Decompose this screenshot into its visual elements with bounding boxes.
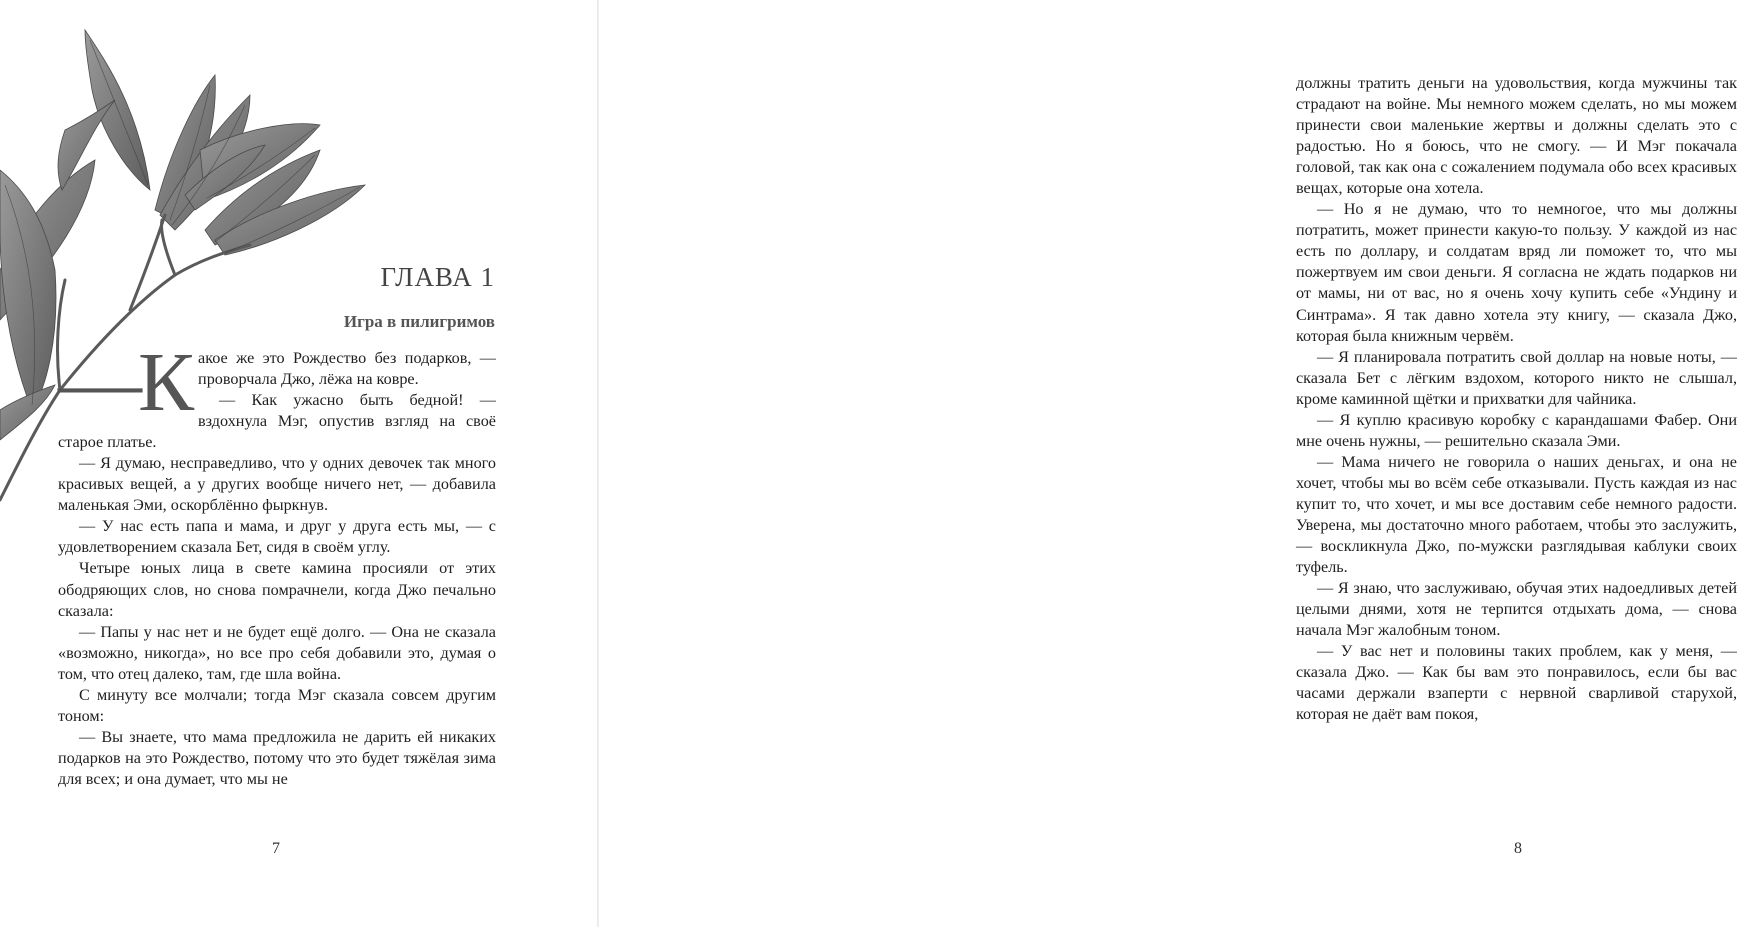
- chapter-title: ГЛАВА 1: [380, 262, 495, 292]
- paragraph: Четыре юных лица в свете камина просияли от этих ободряющих слов, но снова помрачнели, когда Джо печально сказала:: [58, 559, 496, 620]
- page-number-left: 7: [272, 840, 280, 857]
- paragraph: должны тратить деньги на удовольствия, когда мужчины так страдают на войне. Мы немного можем сделать, но мы можем принести свои маленькие жертвы и должны сделать это с радостью. Но я боюсь, что не смогу. — И Мэг покачала головой, так как она с сожалением подумала обо всех красивых вещах, которые она хотела.: [1296, 74, 1737, 198]
- page-number-right: 8: [1514, 840, 1522, 857]
- left-page: [0, 0, 597, 927]
- paragraph: — У нас есть папа и мама, и друг у друга есть мы, — с удовлетворением сказала Бет, сидя в своём углу.: [58, 517, 496, 557]
- chapter-subtitle: Игра в пилигримов: [343, 312, 495, 331]
- paragraph: — Мама ничего не говорила о наших деньгах, и она не хочет, чтобы мы во всём себе отказывали. Пусть каждая из нас купит то, что хочет, и мы все доставим себе немного радости. Уверена, мы достаточно много работаем, чтобы это заслужить, — воскликнула Джо, по-мужски разглядывая каблуки своих туфель.: [1296, 452, 1737, 577]
- paragraph: С минуту все молчали; тогда Мэг сказала совсем другим тоном:: [58, 685, 496, 725]
- paragraph: — Я куплю красивую коробку с карандашами Фабер. Они мне очень нужны, — решительно сказала Эми.: [1296, 410, 1737, 450]
- left-page-text: [58, 336, 496, 790]
- paragraph: — Я думаю, несправедливо, что у одних девочек так много красивых вещей, а у других вообще ничего нет, — добавила маленькая Эми, оскорблённо фыркнув.: [58, 454, 496, 515]
- paragraph: — Я знаю, что заслуживаю, обучая этих надоедливых детей целыми днями, хотя не терпится отдыхать дома, — снова начала Мэг жалобным тоном.: [1296, 579, 1737, 640]
- paragraph: — Но я не думаю, что то немногое, что мы должны потратить, может принести какую-то пользу. У каждой из нас есть по доллару, и солдатам вряд ли поможет то, что мы пожертвуем им свои деньги. Я согласна не ждать подарков ни от мамы, ни от вас, но я очень хочу купить себе «Ундину и Синтрама». Я так давно хотела эту книгу, — сказала Джо, которая была книжным червём.: [1296, 200, 1737, 345]
- paragraph: — Папы у нас нет и не будет ещё долго. — Она не сказала «возможно, никогда», но все про себя добавили это, думая о том, что отец далеко, там, где шла война.: [58, 622, 496, 683]
- right-page-text: [1296, 73, 1737, 725]
- drop-cap: —К: [58, 336, 191, 429]
- paragraph: — Как ужасно быть бедной! — вздохнула Мэг, опустив взгляд на своё старое платье.: [58, 391, 496, 452]
- paragraph: —К акое же это Рождество без подарков, — проворчала Джо, лёжа на ковре.: [58, 336, 496, 429]
- right-page: [599, 0, 1737, 927]
- paragraph: — Вы знаете, что мама предложила не дарить ей никаких подарков на это Рождество, потому что это будет тяжёлая зима для всех; и она думает, что мы не: [58, 727, 496, 788]
- paragraph: — Я планировала потратить свой доллар на новые ноты, — сказала Бет с лёгким вздохом, которого никто не слышал, кроме каминной щётки и прихватки для чайника.: [1296, 347, 1737, 408]
- paragraph: — У вас нет и половины таких проблем, как у меня, — сказала Джо. — Как бы вам это понравилось, если бы вас часами держали взаперти с нервной сварливой старухой, которая не даёт вам покоя,: [1296, 642, 1737, 724]
